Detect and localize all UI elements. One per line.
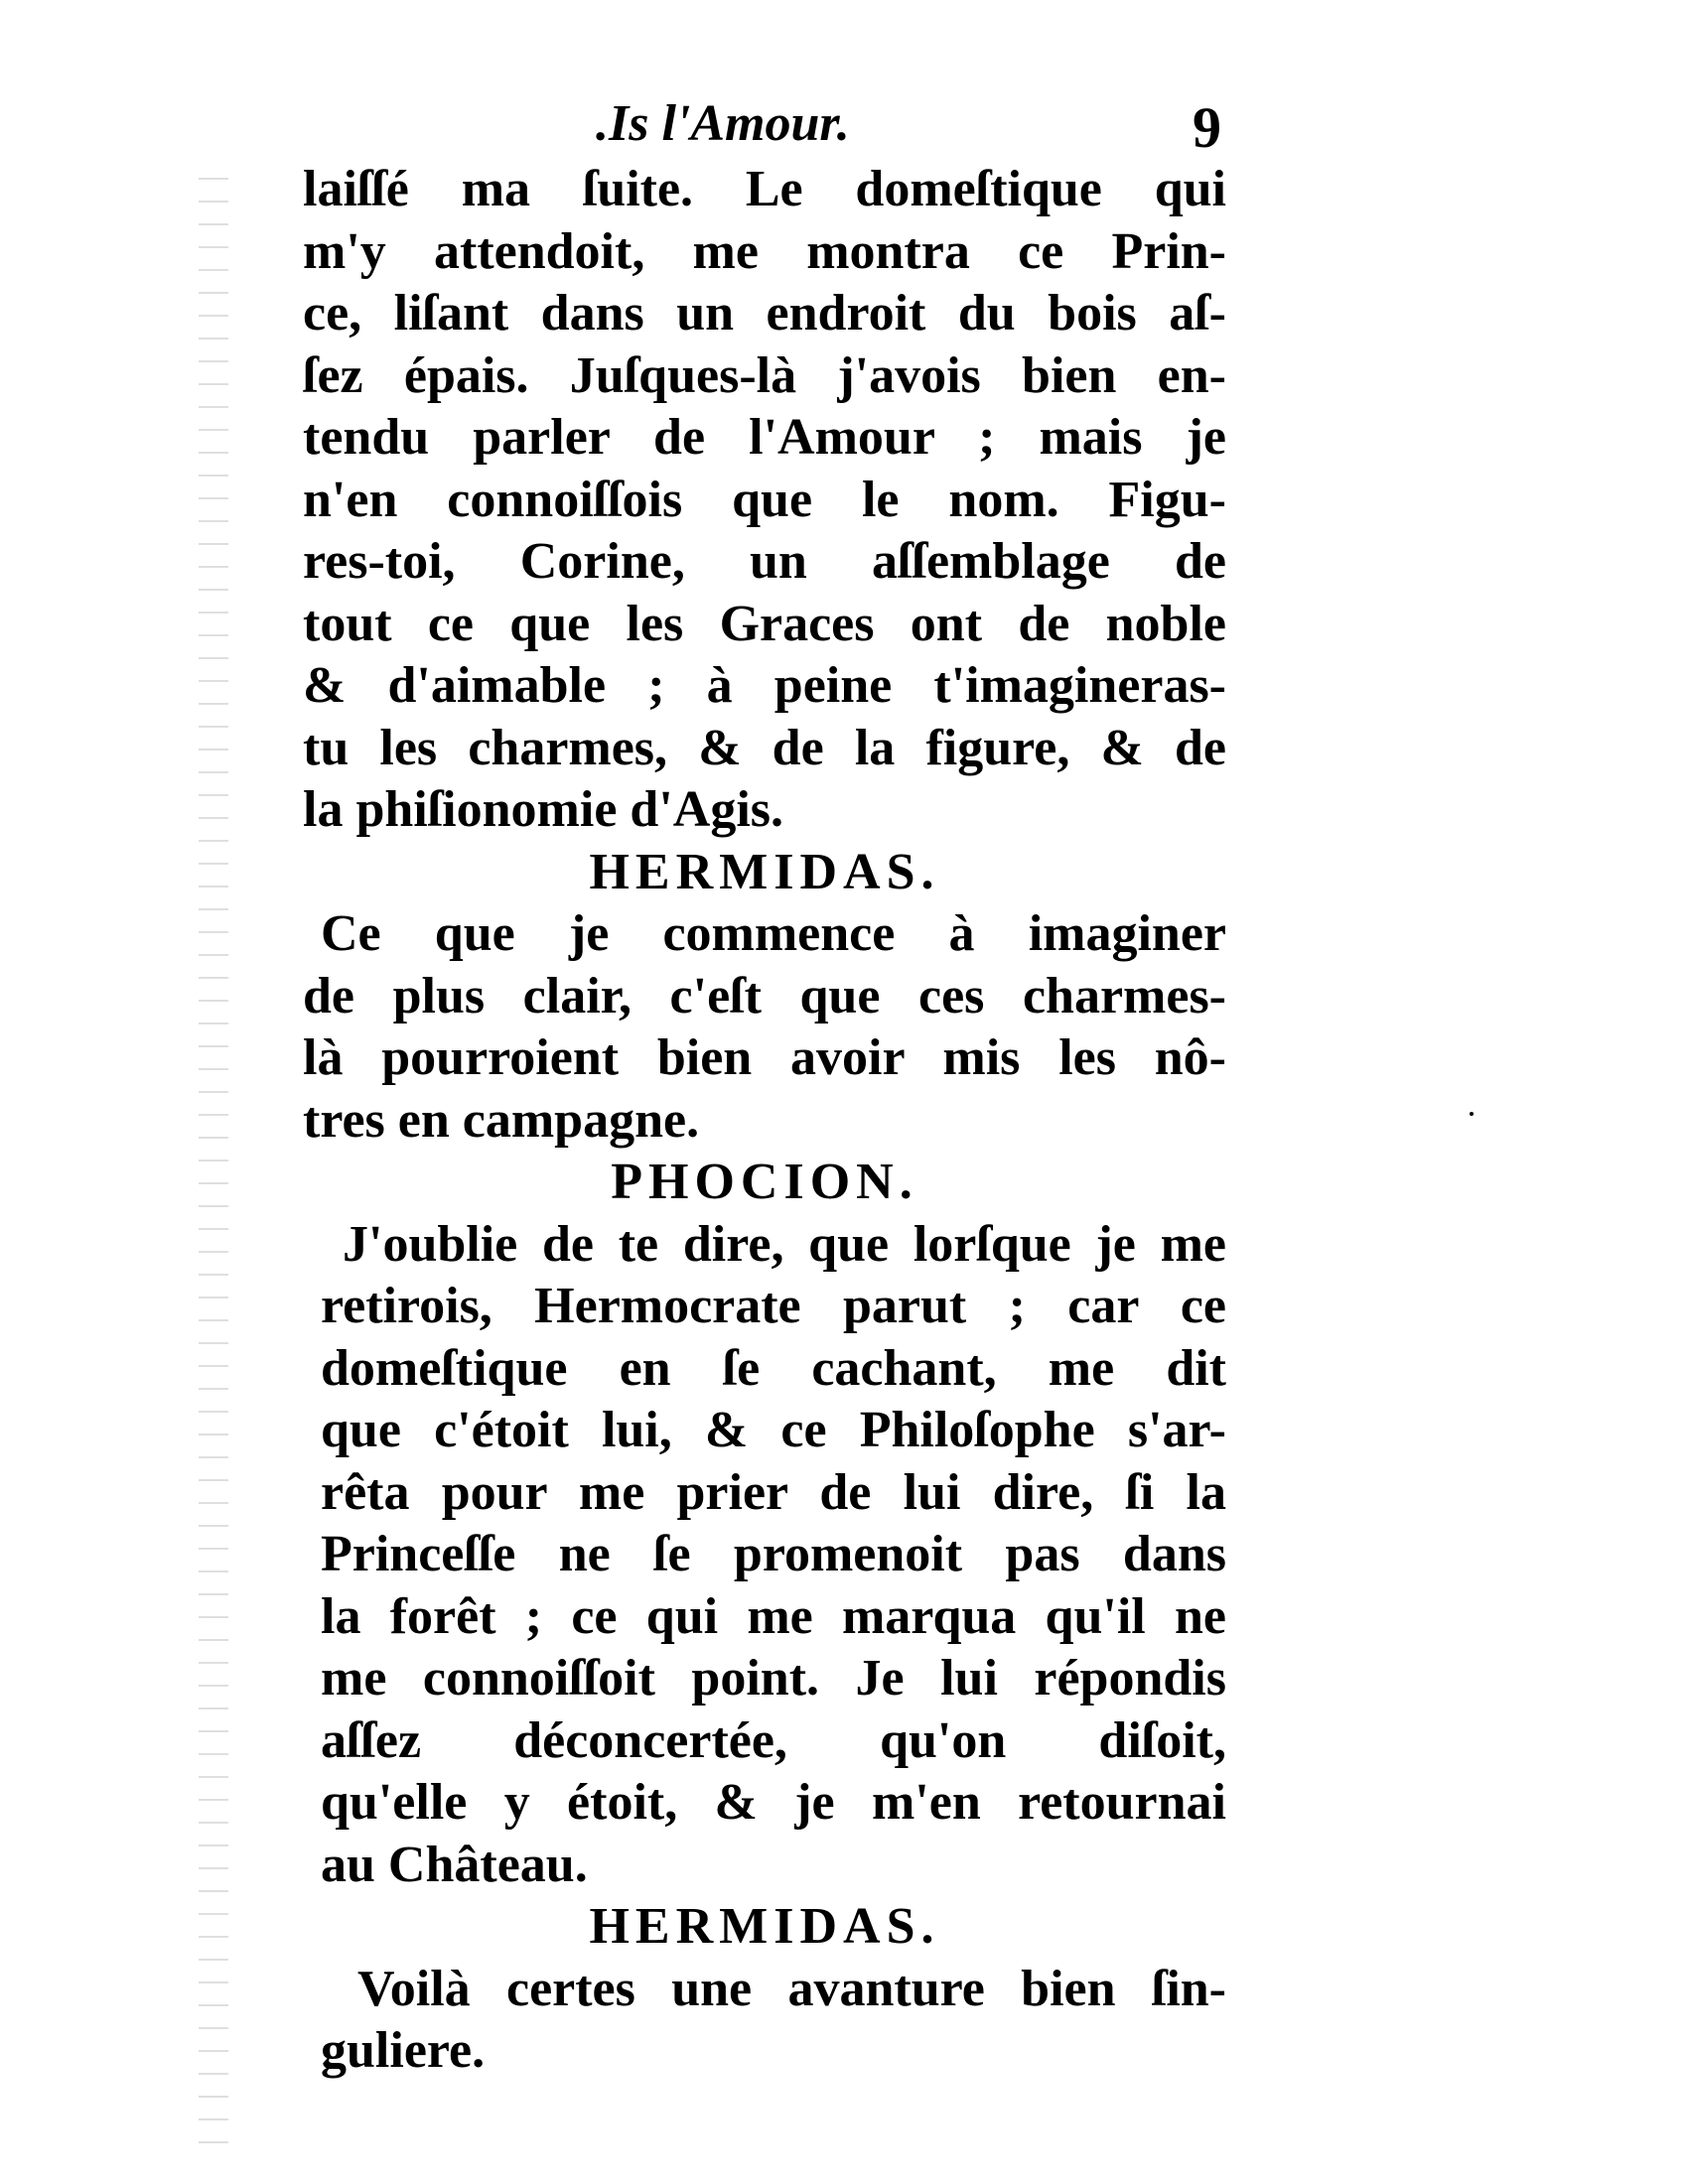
text-line: tendu parler de l'Amour ; mais je	[303, 409, 1226, 466]
text-line: n'en connoiſſois que le nom. Figu-	[303, 471, 1226, 528]
text-line: & d'aimable ; à peine t'imagineras-	[303, 657, 1226, 714]
text-line: J'oublie de te dire, que lorſque je me	[343, 1215, 1226, 1273]
page-number: 9	[1193, 95, 1221, 160]
text-line: domeſtique en ſe cachant, me dit	[321, 1339, 1226, 1397]
text-line: tout ce que les Graces ont de noble	[303, 595, 1226, 652]
text-line: qu'elle y étoit, & je m'en retournai	[321, 1774, 1226, 1831]
text-line: ce, liſant dans un endroit du bois aſ-	[303, 285, 1226, 341]
text-line: de plus clair, c'eſt que ces charmes-	[303, 967, 1226, 1024]
text-line: la forêt ; ce qui me marqua qu'il ne	[321, 1587, 1226, 1645]
text-line: tu les charmes, & de la figure, & de	[303, 719, 1226, 776]
scan-margin-noise	[199, 169, 228, 2144]
text-line: m'y attendoit, me montra ce Prin-	[303, 222, 1226, 280]
running-title: .Is l'Amour.	[596, 95, 850, 152]
text-line: que c'étoit lui, & ce Philoſophe s'ar-	[321, 1402, 1226, 1458]
text-line: là pourroient bien avoir mis les nô-	[303, 1029, 1226, 1086]
text-line: retirois, Hermocrate parut ; car ce	[321, 1278, 1226, 1334]
text-line: res-toi, Corine, un aſſemblage de	[303, 533, 1226, 590]
scan-speck	[1470, 1112, 1474, 1116]
page-body	[303, 159, 1226, 2083]
text-line: aſſez déconcertée, qu'on diſoit,	[321, 1711, 1226, 1769]
text-line: au Château.	[321, 1836, 588, 1893]
text-line: laiſſé ma ſuite. Le domeſtique qui	[303, 161, 1226, 217]
text-line: rêta pour me prier de lui dire, ſi la	[321, 1463, 1226, 1521]
text-line: ſez épais. Juſques-là j'avois bien en-	[303, 346, 1226, 404]
text-line: Ce que je commence à imaginer	[321, 905, 1226, 962]
text-line: me connoiſſoit point. Je lui répondis	[321, 1650, 1226, 1706]
speaker-name: HERMIDAS.	[589, 1898, 940, 1955]
speaker-name: HERMIDAS.	[589, 843, 940, 900]
page-header	[596, 94, 1221, 164]
text-line: tres en campagne.	[303, 1091, 700, 1149]
text-line: Princeſſe ne ſe promenoit pas dans	[321, 1526, 1226, 1582]
speaker-name: PHOCION.	[611, 1154, 918, 1210]
text-line: la phiſionomie d'Agis.	[303, 781, 783, 838]
text-line: Voilà certes une avanture bien ſin-	[357, 1960, 1226, 2017]
text-line: guliere.	[321, 2022, 486, 2079]
